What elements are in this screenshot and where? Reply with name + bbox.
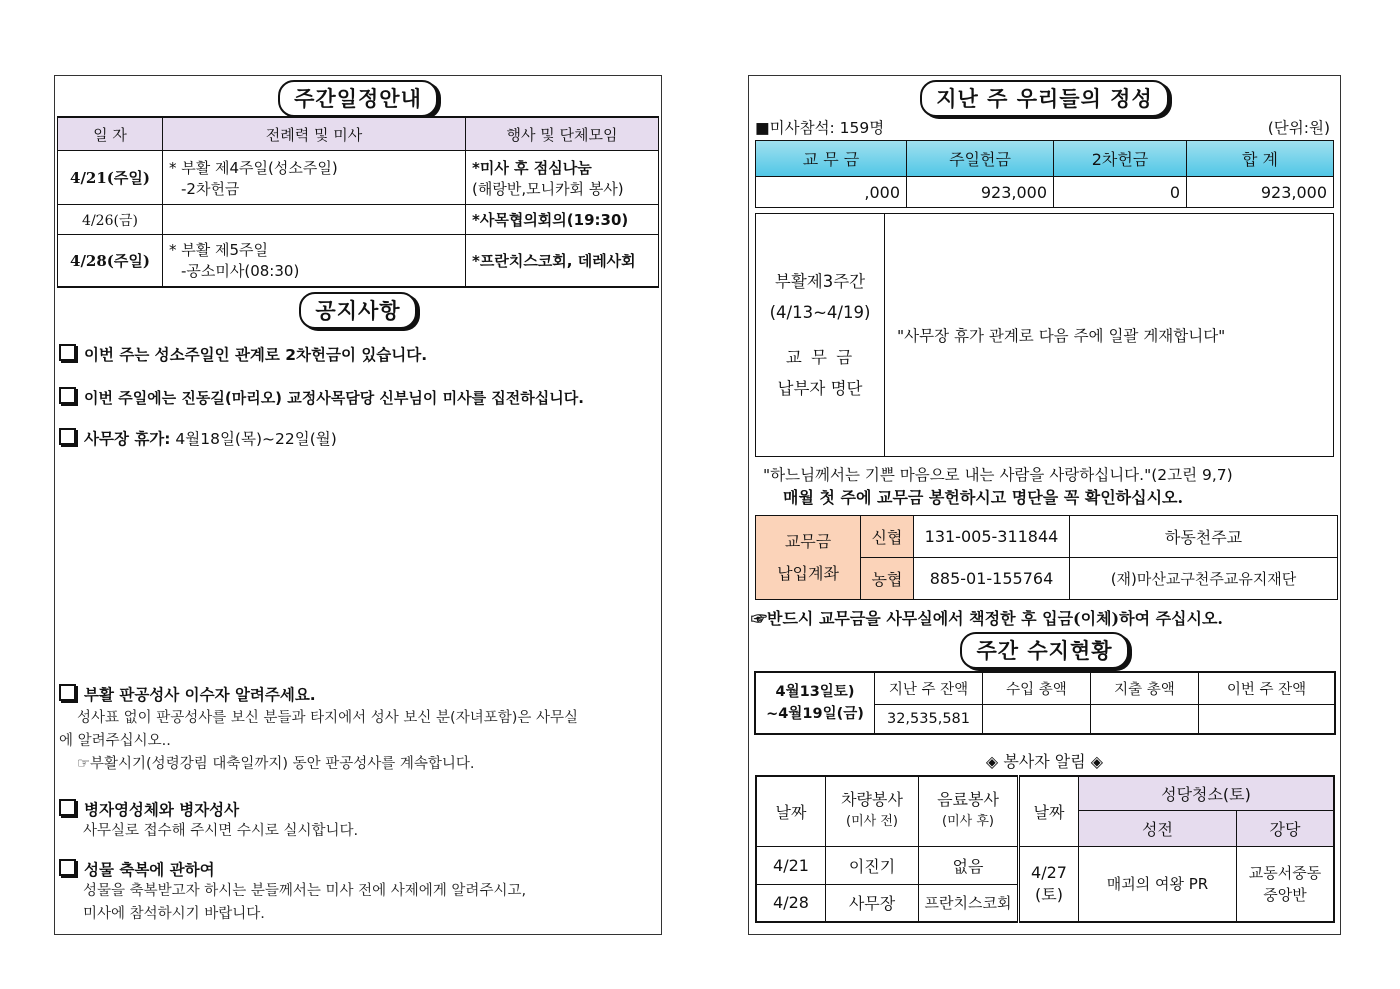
- notice-title: 공지사항: [299, 292, 416, 329]
- offering-table: [755, 140, 1334, 208]
- vol-header-drink: 음료봉사 (미사 후): [919, 776, 1019, 846]
- notice-item: 이번 주일에는 진동길(마리오) 교정사목담당 신부님이 미사를 집전하십니다.: [59, 387, 584, 408]
- right-panel: [748, 75, 1341, 935]
- balance-header: 이번 주 잔액: [1199, 672, 1336, 704]
- schedule-title: 주간일정안내: [278, 80, 438, 117]
- checkbox-icon: [59, 799, 76, 816]
- account-holder: 하동천주교: [1070, 516, 1338, 558]
- vol-date: 4/28: [756, 884, 826, 922]
- vol-drink: 없음: [919, 846, 1019, 884]
- account-number: 885-01-155764: [914, 558, 1070, 600]
- notice-item: 병자영성체와 병자성사 사무실로 접수해 주시면 수시로 실시합니다.: [59, 798, 358, 843]
- schedule-row: [58, 151, 659, 205]
- balance-period: 4월13일토) ~4월19일(금): [755, 672, 875, 734]
- clean-sanctuary: 매괴의 여왕 PR: [1079, 846, 1237, 922]
- schedule-date: 4/26(금): [58, 205, 163, 235]
- checkbox-icon: [59, 387, 76, 404]
- deposit-notice: ☞반드시 교무금을 사무실에서 책정한 후 입금(이체)하여 주십시오.: [751, 609, 1223, 628]
- balance-header: 수입 총액: [983, 672, 1091, 704]
- vol-header-sanctuary: 성전: [1079, 810, 1237, 846]
- offering-value: ,000: [756, 177, 907, 208]
- left-panel: [54, 75, 662, 935]
- account-number: 131-005-311844: [914, 516, 1070, 558]
- unit-label: (단위:원): [1267, 119, 1330, 137]
- bank-name: 신협: [861, 516, 914, 558]
- schedule-date: 4/28(주일): [58, 235, 163, 287]
- vol-header-hall: 강당: [1237, 810, 1335, 846]
- attendance: ■미사참석: 159명: [755, 119, 885, 137]
- schedule-event: *프란치스코회, 데레사회: [466, 235, 659, 287]
- bank-name: 농협: [861, 558, 914, 600]
- offering-header: 교 무 금: [756, 141, 907, 177]
- donor-table: [755, 213, 1334, 457]
- schedule-event: *사목협의회의(19:30): [466, 205, 659, 235]
- schedule-liturgy: [163, 205, 466, 235]
- checkbox-icon: [59, 859, 76, 876]
- offering-title: 지난 주 우리들의 정성: [920, 80, 1169, 117]
- monthly-notice: 매월 첫 주에 교무금 봉헌하시고 명단을 꼭 확인하십시오.: [783, 488, 1184, 507]
- notice-item: 이번 주는 성소주일인 관계로 2차헌금이 있습니다.: [59, 343, 427, 365]
- schedule-event: *미사 후 점심나눔 (해랑반,모니카회 봉사): [466, 151, 659, 205]
- balance-value: [1091, 704, 1199, 734]
- offering-value: 923,000: [907, 177, 1054, 208]
- balance-value: [983, 704, 1091, 734]
- schedule-row: [58, 235, 659, 287]
- balance-header: 지출 총액: [1091, 672, 1199, 704]
- balance-header: 지난 주 잔액: [875, 672, 983, 704]
- schedule-table: [57, 116, 659, 288]
- bible-quote: "하느님께서는 기쁜 마음으로 내는 사람을 사랑하십니다."(2고린 9,7): [763, 466, 1233, 484]
- checkbox-icon: [59, 344, 76, 361]
- account-table: [755, 515, 1338, 600]
- balance-table: [754, 671, 1336, 735]
- clean-hall: 교동서중동 중앙반: [1237, 846, 1335, 922]
- weekly-balance-title: 주간 수지현황: [960, 632, 1128, 669]
- account-holder: (재)마산교구천주교유지재단: [1070, 558, 1338, 600]
- schedule-row: [58, 205, 659, 235]
- volunteer-table: [755, 775, 1335, 923]
- balance-value: 32,535,581: [875, 704, 983, 734]
- checkbox-icon: [59, 428, 76, 445]
- clean-date: 4/27 (토): [1019, 846, 1079, 922]
- schedule-header-event: 행사 및 단체모임: [466, 117, 659, 151]
- account-label: 교무금 납입계좌: [756, 516, 861, 600]
- notice-item: 사무장 휴가: 4월18일(목)~22일(월): [59, 427, 337, 449]
- offering-value: 923,000: [1187, 177, 1334, 208]
- notice-item: 성물 축복에 관하여 성물을 축복받고자 하시는 분들께서는 미사 전에 사제에게 알려주시고, 미사에 참석하시기 바랍니다.: [59, 858, 526, 926]
- donor-label: 부활제3주간 (4/13~4/19) 교 무 금 납부자 명단: [756, 214, 885, 457]
- vol-drink: 프란치스코회: [919, 884, 1019, 922]
- schedule-header-date: 일 자: [58, 117, 163, 151]
- vol-header-car: 차량봉사 (미사 전): [826, 776, 919, 846]
- offering-header: 합 계: [1187, 141, 1334, 177]
- donor-text: "사무장 휴가 관계로 다음 주에 일괄 게재합니다": [885, 214, 1334, 457]
- vol-header-date2: 날짜: [1019, 776, 1079, 846]
- offering-header: 2차헌금: [1054, 141, 1187, 177]
- balance-value: [1199, 704, 1336, 734]
- vol-car: 사무장: [826, 884, 919, 922]
- checkbox-icon: [59, 684, 76, 701]
- offering-header: 주일헌금: [907, 141, 1054, 177]
- schedule-liturgy: * 부활 제5주일 -공소미사(08:30): [163, 235, 466, 287]
- vol-header-date: 날짜: [756, 776, 826, 846]
- schedule-header-liturgy: 전례력 및 미사: [163, 117, 466, 151]
- offering-value: 0: [1054, 177, 1187, 208]
- vol-date: 4/21: [756, 846, 826, 884]
- vol-header-clean: 성당청소(토): [1079, 776, 1335, 810]
- schedule-date: 4/21(주일): [58, 151, 163, 205]
- vol-car: 이진기: [826, 846, 919, 884]
- volunteer-title: ◈ 봉사자 알림 ◈: [985, 752, 1104, 771]
- schedule-liturgy: * 부활 제4주일(성소주일) -2차헌금: [163, 151, 466, 205]
- notice-item: 부활 판공성사 이수자 알려주세요. 성사표 없이 판공성사를 보신 분들과 타지에서 성사 보신 분(자녀포함)은 사무실 에 알려주십시오.. ☞부활시기(성령강림 대축일까지) 동안 판공성사를 계속합니다.: [59, 686, 579, 772]
